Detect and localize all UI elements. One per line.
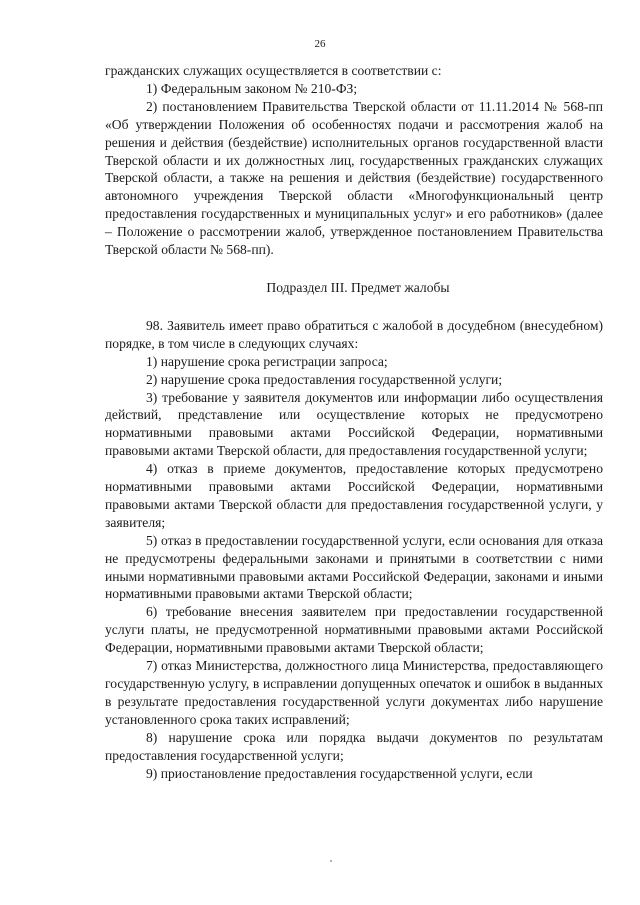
list-item-7: 7) отказ Министерства, должностного лица Министерства, предоставляющего государственную услугу, в исправлении допущенных опечаток и ошибок в выданных в результате предоставления государственной услуги документах либо нарушение установленного срока таких исправлений;	[105, 658, 603, 727]
section-heading: Подраздел III. Предмет жалобы	[266, 279, 450, 295]
list-item-resolution: 2) постановлением Правительства Тверской области от 11.11.2014 № 568-пп «Об утверждении Положения об особенностях подачи и рассмотрения жалоб на решения и действия (бездействие) исполнительных органов государственной власти Тверской области и их должностных лиц, государственных гражданских служащих Тверской области, а также на решения и действия (бездействие) государственного автономного учреждения Тверской области «Многофункциональный центр предоставления государственных и муниципальных услуг» и его работников» (далее – Положение о рассмотрении жалоб, утвержденное постановлением Правительства Тверской области № 568-пп).	[105, 98, 603, 258]
list-item-9: 9) приостановление предоставления государственной услуги, если	[146, 765, 533, 781]
list-item-6: 6) требование внесения заявителем при предоставлении государственной услуги платы, не предусмотренной нормативными правовыми актами Российской Федерации, нормативными правовыми актами Тверской области;	[105, 604, 603, 656]
scan-speck	[330, 860, 332, 862]
list-item-federal-law: 1) Федеральным законом № 210-ФЗ;	[146, 80, 358, 96]
paragraph-continuation: гражданских служащих осуществляется в соответствии с:	[105, 63, 442, 78]
list-item-3: 3) требование у заявителя документов или информации либо осуществления действий, представление или осуществление которых не предусмотрено нормативными правовыми актами Российской Федерации, нормативными правовыми актами Тверской области, для предоставления государственной услуги;	[105, 389, 603, 459]
paragraph-98: 98. Заявитель имеет право обратиться с жалобой в досудебном (внесудебном) порядке, в том числе в следующих случаях:	[105, 317, 603, 351]
list-item-1: 1) нарушение срока регистрации запроса;	[146, 353, 388, 369]
page-number: 26	[314, 38, 326, 50]
list-item-2: 2) нарушение срока предоставления государственной услуги;	[146, 371, 503, 387]
list-item-5: 5) отказ в предоставлении государственной услуги, если основания для отказа не предусмотрены федеральными законами и принятыми в соответствии с ними иными нормативными правовыми актами Российской Федерации, законами и иными нормативными правовыми актами Тверской области;	[105, 532, 603, 602]
list-item-4: 4) отказ в приеме документов, предоставление которых предусмотрено нормативными правовыми актами Российской Федерации, нормативными правовыми актами Тверской области для предоставления государственной услуги, у заявителя;	[105, 461, 603, 530]
document-body	[105, 62, 603, 782]
list-item-8: 8) нарушение срока или порядка выдачи документов по результатам предоставления государственной услуги;	[105, 729, 603, 763]
